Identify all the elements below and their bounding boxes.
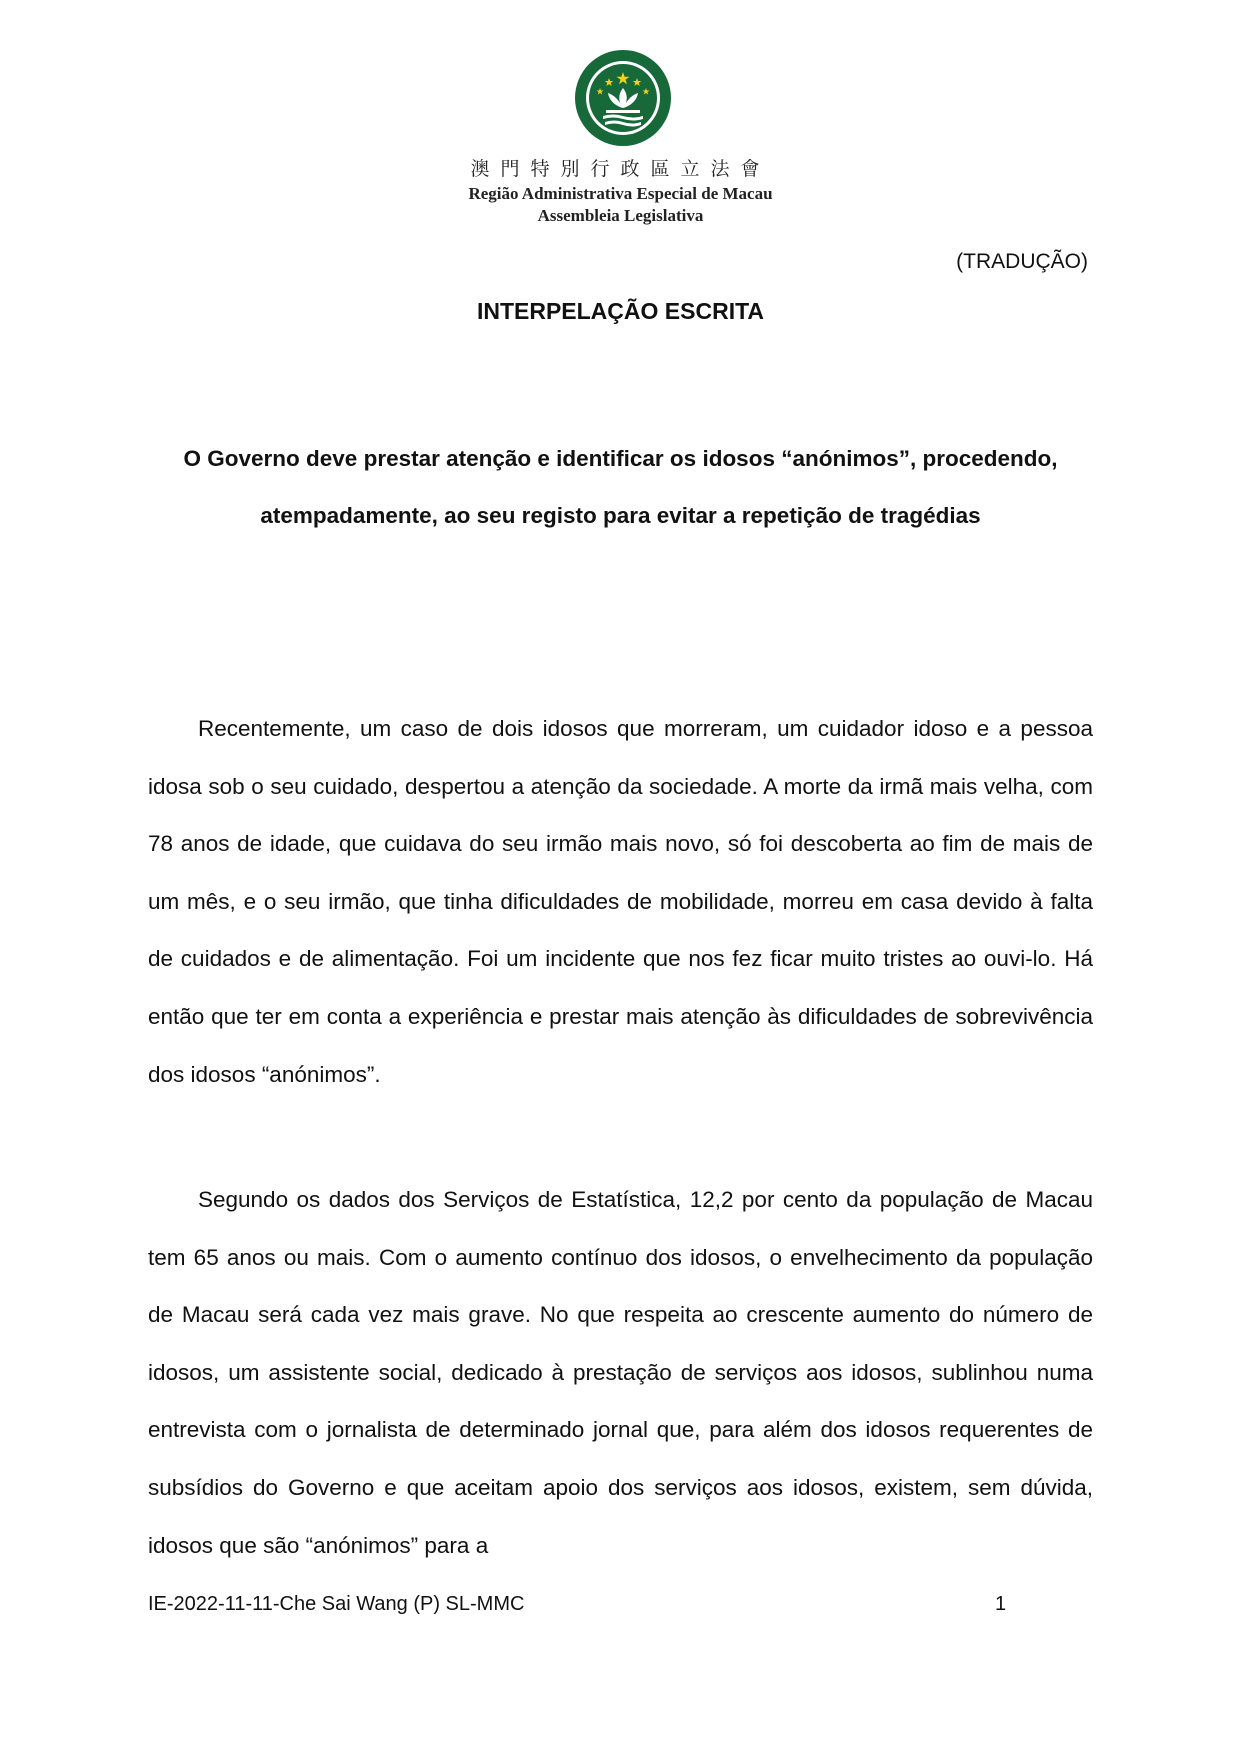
emblem-text: MACAU: [608, 134, 638, 143]
chinese-institution-title: 澳門特別行政區立法會: [470, 158, 771, 180]
translation-mark: (TRADUÇÃO): [956, 250, 1088, 273]
macau-emblem: [573, 48, 673, 148]
document-reference: IE-2022-11-11-Che Sai Wang (P) SL-MMC: [148, 1593, 525, 1615]
document-subject: O Governo deve prestar atenção e identificar os idosos “anónimos”, procedendo, atempadamente, ao seu registo para evitar a repetição de tragédias: [183, 446, 1058, 528]
institution-name: Assembleia Legislativa: [537, 206, 704, 225]
body-paragraph-1: Recentemente, um caso de dois idosos que morreram, um cuidador idoso e a pessoa idosa sob o seu cuidado, despertou a atenção da sociedade. A morte da irmã mais velha, com 78 anos de idade, que cuidava do seu irmão mais novo, só foi descoberta ao fim de mais de um mês, e o seu irmão, que tinha dificuldades de mobilidade, morreu em casa devido à falta de cuidados e de alimentação. Foi um incidente que nos fez ficar muito tristes ao ouvi-lo. Há então que ter em conta a experiência e prestar mais atenção às dificuldades de sobrevivência dos idosos “anónimos”.: [148, 716, 1093, 1087]
page-number: 1: [995, 1593, 1007, 1615]
region-name: Região Administrativa Especial de Macau: [468, 184, 773, 203]
document-title: INTERPELAÇÃO ESCRITA: [476, 298, 765, 324]
body-paragraph-2: Segundo os dados dos Serviços de Estatística, 12,2 por cento da população de Macau tem 65 anos ou mais. Com o aumento contínuo dos idosos, o envelhecimento da população de Macau será cada vez mais grave. No que respeita ao crescente aumento do número de idosos, um assistente social, dedicado à prestação de serviços aos idosos, sublinhou numa entrevista com o jornalista de determinado jornal que, para além dos idosos requerentes de subsídios do Governo e que aceitam apoio dos serviços aos idosos, existem, sem dúvida, idosos que são “anónimos” para a: [148, 1187, 1093, 1558]
